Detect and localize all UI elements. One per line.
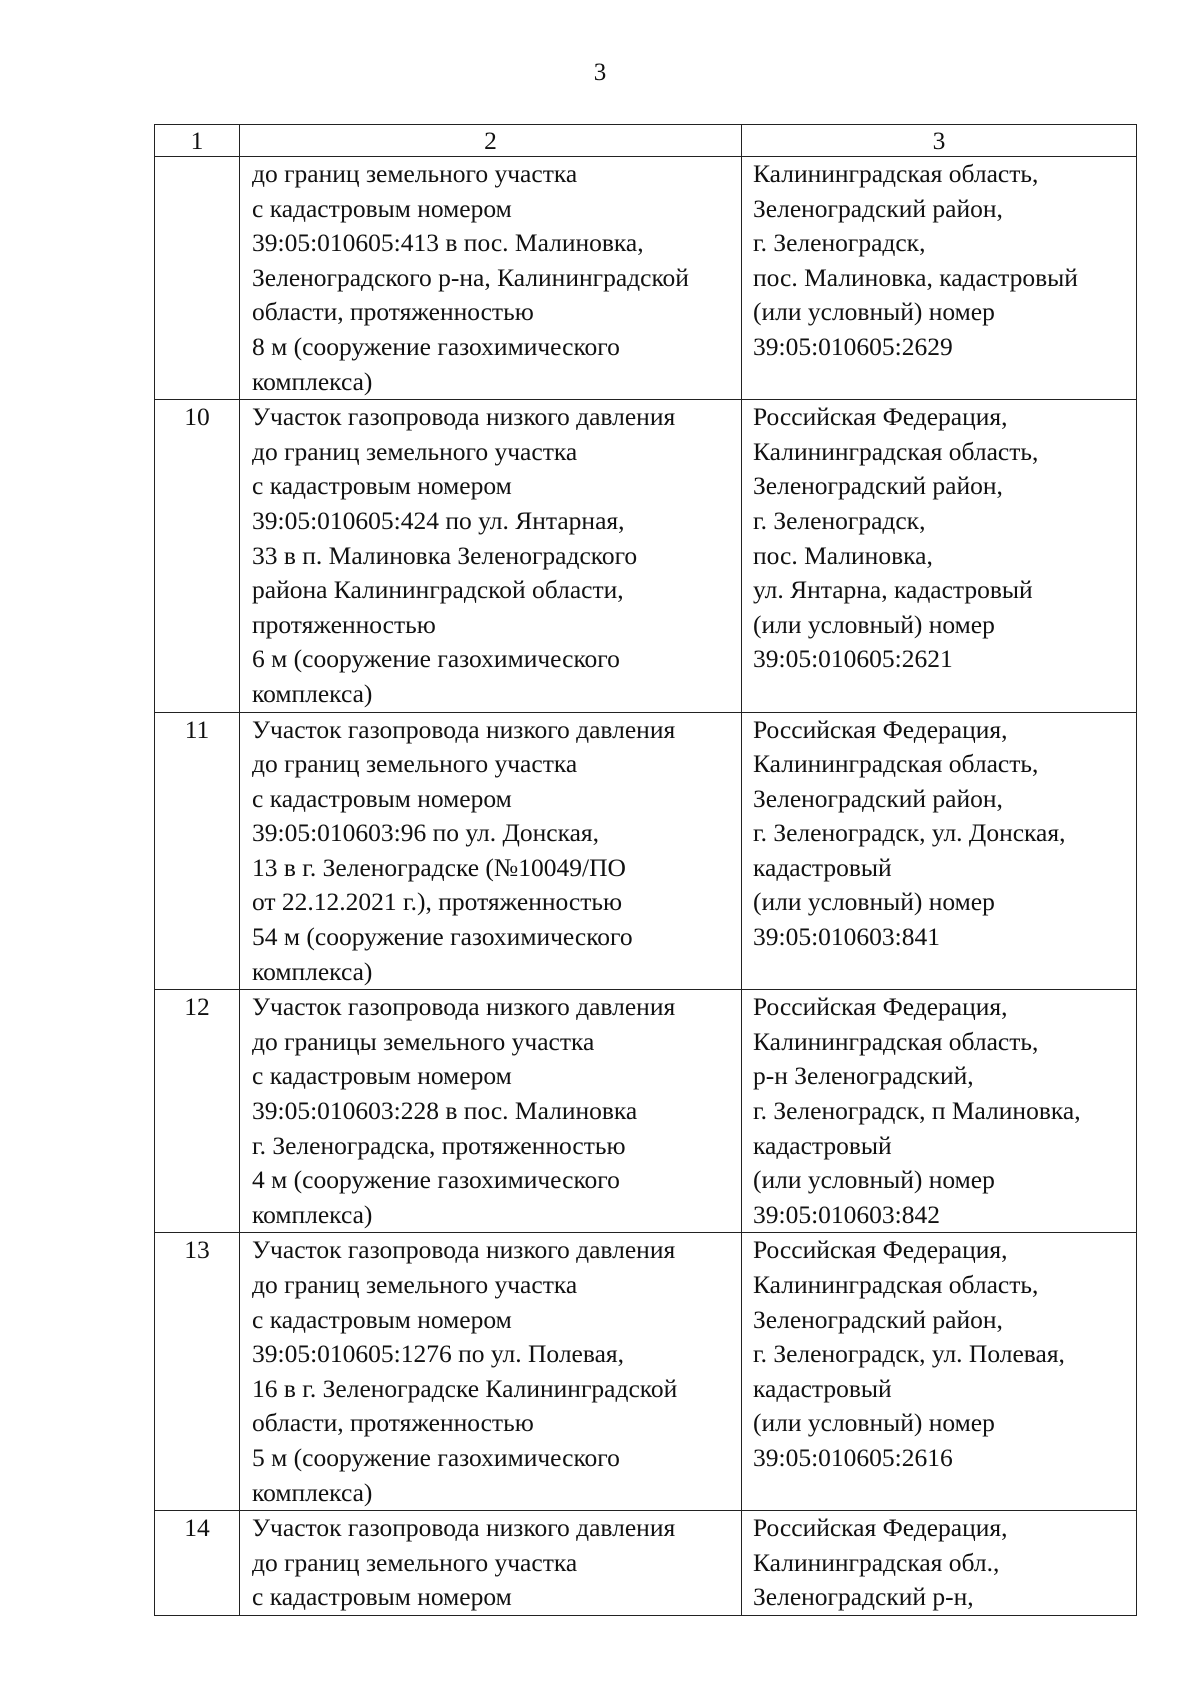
row-number: 10 xyxy=(155,400,240,712)
address-line: 39:05:010605:2616 xyxy=(753,1442,953,1472)
column-header-1: 1 xyxy=(155,125,240,157)
row-number: 14 xyxy=(155,1511,240,1616)
object-address xyxy=(742,157,1137,400)
description-line: района Калининградской области, xyxy=(252,575,624,605)
description-line: 39:05:010605:1276 по ул. Полевая, xyxy=(252,1339,625,1369)
description-line: 39:05:010605:413 в пос. Малиновка, xyxy=(252,228,644,258)
address-line: г. Зеленоградск, ул. Донская, xyxy=(753,818,1066,848)
object-description xyxy=(240,157,742,400)
address-line: р-н Зеленоградский, xyxy=(753,1061,974,1091)
property-table xyxy=(154,124,1137,1616)
description-line: 13 в г. Зеленоградске (№10049/ПО xyxy=(252,852,626,882)
address-line: пос. Малиновка, кадастровый xyxy=(753,262,1078,292)
address-line: Российская Федерация, xyxy=(753,402,1008,432)
description-line: 39:05:010605:424 по ул. Янтарная, xyxy=(252,505,625,535)
address-line: г. Зеленоградск, ул. Полевая, xyxy=(753,1339,1065,1369)
description-line: до границ земельного участка xyxy=(252,159,578,188)
description-line: с кадастровым номером xyxy=(252,1582,512,1612)
description-line: Участок газопровода низкого давления xyxy=(252,1235,676,1265)
description-line: 6 м (сооружение газохимического xyxy=(252,644,620,674)
description-line: до границ земельного участка xyxy=(252,1547,578,1577)
description-line: Зеленоградского р-на, Калининградской xyxy=(252,262,689,292)
object-address xyxy=(742,400,1137,712)
address-line: кадастровый xyxy=(753,1373,892,1403)
row-number: 12 xyxy=(155,990,240,1233)
object-address xyxy=(742,712,1137,990)
address-line: г. Зеленоградск, xyxy=(753,505,926,535)
description-line: 39:05:010603:96 по ул. Донская, xyxy=(252,818,600,848)
table-row xyxy=(155,400,1137,712)
description-line: 8 м (сооружение газохимического xyxy=(252,331,620,361)
address-line: Зеленоградский район, xyxy=(753,1304,1003,1334)
description-line: 54 м (сооружение газохимического xyxy=(252,922,633,952)
page-number: 3 xyxy=(593,59,607,86)
description-line: Участок газопровода низкого давления xyxy=(252,402,676,432)
description-line: комплекса) xyxy=(252,956,373,986)
description-line: до границ земельного участка xyxy=(252,1270,578,1299)
address-line: Калининградская область, xyxy=(753,749,1039,779)
table-row xyxy=(155,1511,1137,1616)
column-header-3: 3 xyxy=(742,125,1137,157)
address-line: Калининградская область, xyxy=(753,1026,1039,1056)
address-line: Российская Федерация, xyxy=(753,1513,1008,1543)
table-header xyxy=(155,125,1137,157)
description-line: области, протяженностью xyxy=(252,297,534,327)
address-line: (или условный) номер xyxy=(753,297,995,327)
header-row xyxy=(155,125,1137,157)
address-line: Зеленоградский р-н, xyxy=(753,1582,974,1612)
object-description xyxy=(240,990,742,1233)
address-line: кадастровый xyxy=(753,1130,892,1160)
address-line: 39:05:010605:2629 xyxy=(753,331,953,361)
address-line: пос. Малиновка, xyxy=(753,540,933,570)
description-line: 39:05:010603:228 в пос. Малиновка xyxy=(252,1096,638,1126)
address-line: Российская Федерация, xyxy=(753,1235,1008,1265)
description-line: до границы земельного участка xyxy=(252,1026,595,1056)
address-line: ул. Янтарна, кадастровый xyxy=(753,575,1033,605)
object-description xyxy=(240,712,742,990)
object-description xyxy=(240,400,742,712)
object-address xyxy=(742,990,1137,1233)
table-body xyxy=(155,157,1137,1616)
row-number xyxy=(155,157,240,400)
description-line: с кадастровым номером xyxy=(252,783,512,813)
address-line: Калининградская область, xyxy=(753,159,1039,188)
description-line: с кадастровым номером xyxy=(252,193,512,223)
address-line: Калининградская область, xyxy=(753,436,1039,466)
column-header-2: 2 xyxy=(240,125,742,157)
address-line: г. Зеленоградск, xyxy=(753,228,926,258)
description-line: с кадастровым номером xyxy=(252,1061,512,1091)
description-line: г. Зеленоградска, протяженностью xyxy=(252,1130,626,1160)
description-line: с кадастровым номером xyxy=(252,471,512,501)
description-line: до границ земельного участка xyxy=(252,436,578,466)
table-row xyxy=(155,990,1137,1233)
address-line: Зеленоградский район, xyxy=(753,193,1003,223)
description-line: 16 в г. Зеленоградске Калининградской xyxy=(252,1373,678,1403)
description-line: комплекса) xyxy=(252,366,373,396)
address-line: кадастровый xyxy=(753,852,892,882)
table-row xyxy=(155,1233,1137,1511)
description-line: комплекса) xyxy=(252,1477,373,1507)
address-line: Зеленоградский район, xyxy=(753,783,1003,813)
description-line: до границ земельного участка xyxy=(252,749,578,779)
address-line: (или условный) номер xyxy=(753,609,995,639)
address-line: Зеленоградский район, xyxy=(753,471,1003,501)
address-line: 39:05:010603:841 xyxy=(753,922,941,952)
table-row xyxy=(155,712,1137,990)
description-line: комплекса) xyxy=(252,678,373,708)
object-address xyxy=(742,1511,1137,1616)
row-number: 13 xyxy=(155,1233,240,1511)
description-line: 33 в п. Малиновка Зеленоградского xyxy=(252,540,638,570)
address-line: Российская Федерация, xyxy=(753,714,1008,744)
description-line: Участок газопровода низкого давления xyxy=(252,1513,676,1543)
address-line: (или условный) номер xyxy=(753,1408,995,1438)
address-line: Калининградская обл., xyxy=(753,1547,1000,1577)
description-line: протяженностью xyxy=(252,609,436,639)
object-description xyxy=(240,1233,742,1511)
description-line: Участок газопровода низкого давления xyxy=(252,992,676,1022)
row-number: 11 xyxy=(155,712,240,990)
address-line: Российская Федерация, xyxy=(753,992,1008,1022)
object-description xyxy=(240,1511,742,1616)
object-address xyxy=(742,1233,1137,1511)
table-row xyxy=(155,157,1137,400)
description-line: области, протяженностью xyxy=(252,1408,534,1438)
description-line: 5 м (сооружение газохимического xyxy=(252,1442,620,1472)
address-line: (или условный) номер xyxy=(753,887,995,917)
description-line: комплекса) xyxy=(252,1199,373,1229)
description-line: с кадастровым номером xyxy=(252,1304,512,1334)
description-line: от 22.12.2021 г.), протяженностью xyxy=(252,887,623,917)
address-line: г. Зеленоградск, п Малиновка, xyxy=(753,1096,1081,1126)
address-line: (или условный) номер xyxy=(753,1165,995,1195)
description-line: 4 м (сооружение газохимического xyxy=(252,1165,620,1195)
address-line: 39:05:010605:2621 xyxy=(753,644,953,674)
address-line: Калининградская область, xyxy=(753,1270,1039,1299)
address-line: 39:05:010603:842 xyxy=(753,1199,941,1229)
description-line: Участок газопровода низкого давления xyxy=(252,714,676,744)
